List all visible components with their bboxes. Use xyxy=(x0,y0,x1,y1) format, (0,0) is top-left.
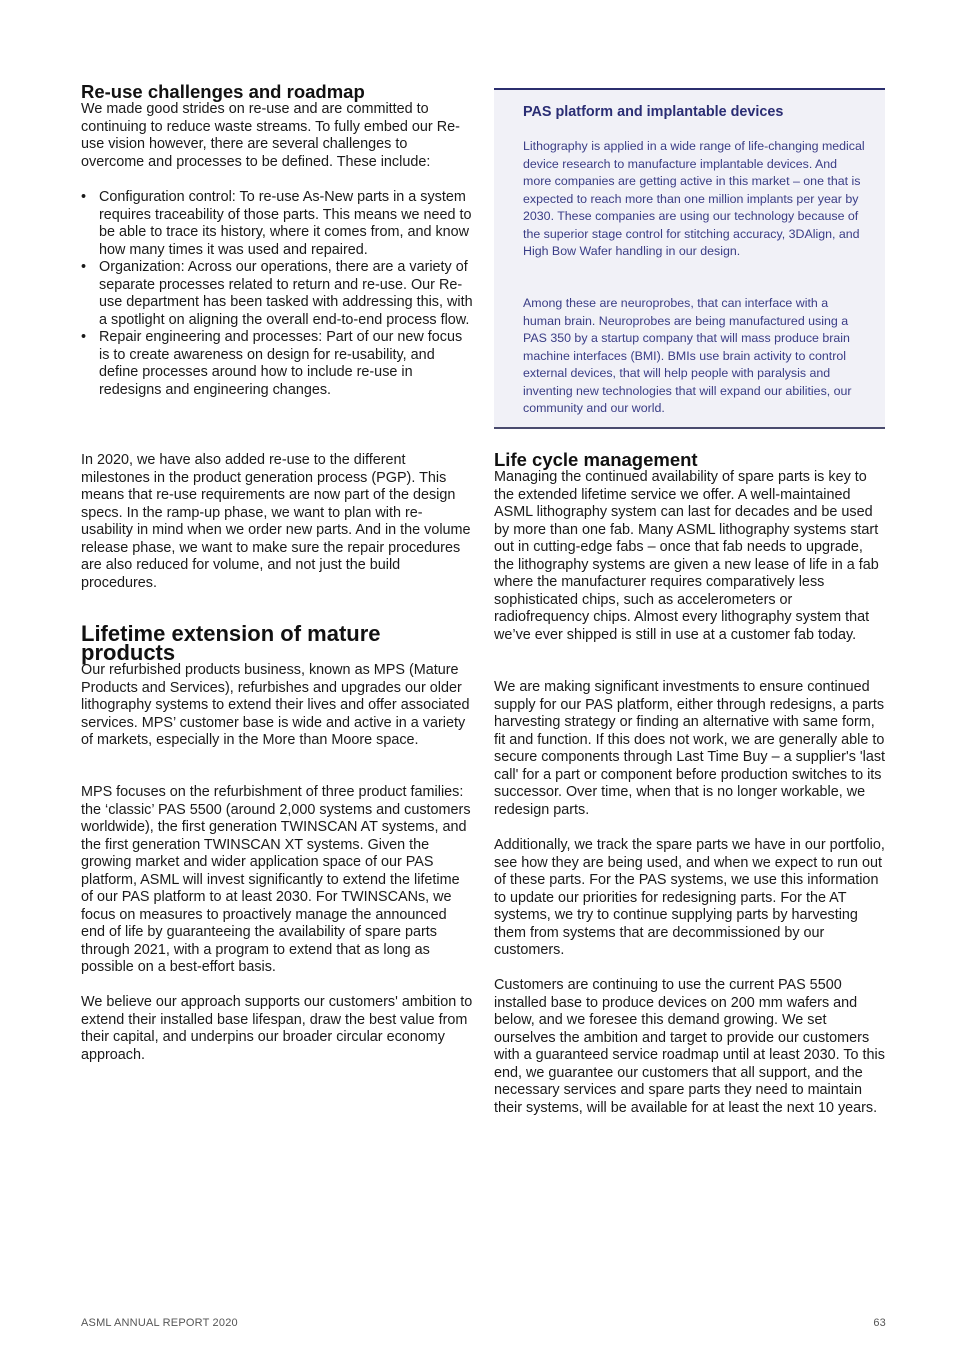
reuse-bullet-list xyxy=(81,189,473,399)
lifetime-paragraph-3: We believe our approach supports our customers' ambition to extend their installed base lifespan, draw the best value from their capital, and underpins our broader circular economy approach. xyxy=(81,994,473,1063)
lifecycle-heading: Life cycle management xyxy=(494,449,698,470)
bullet-configuration-control: • Configuration control: To re-use As-New parts in a system requires traceability of those parts. This means we need to be able to trace its history, where it comes from, and know how many times it was used and repaired. xyxy=(81,189,473,259)
bullet-organization: • Organization: Across our operations, there are a variety of separate processes related to return and re-use. Our Re-use department has been tasked with addressing this, with a spotlight on aligning the overall end-to-end process flow. xyxy=(81,259,473,329)
lifecycle-paragraph-3: Additionally, we track the spare parts we have in our portfolio, see how they are being used, and when we expect to run out of these parts. For the PAS systems, we use this information to update our priorities for redesigning parts. For the AT systems, we try to continue supplying parts by harvesting them from systems that are decommissioned by our customers. xyxy=(494,837,885,958)
bullet-repair-engineering: • Repair engineering and processes: Part of our new focus is to create awareness on design for re-usability, and define processes around how to include re-use in redesigns and engineering changes. xyxy=(81,329,473,399)
lifetime-paragraph-1: Our refurbished products business, known as MPS (Mature Products and Services), refurbishes and upgrades our older lithography systems to extend their lives and offer associated services. MPS’ customer base is wide and active in a variety of markets, especially in the More than Moore space. xyxy=(81,662,470,748)
lifetime-paragraph-2: MPS focuses on the refurbishment of three product families: the ‘classic’ PAS 5500 (around 2,000 systems and customers worldwide), the first generation TWINSCAN AT systems, and the first generation TWINSCAN XT systems. Given the growing market and wider application space of our PAS platform, ASML will invest significantly to extend the lifetime of our PAS platform to at least 2030. For TWINSCANs, we focus on measures to proactively manage the announced end of life by guaranteeing the availability of spare parts through 2021, with a program to extend that as long as possible on a best-effort basis. xyxy=(81,784,471,975)
reuse-pgp-paragraph: In 2020, we have also added re-use to the different milestones in the product generation process (PGP). This means that re-use requirements are now part of the design specs. In the ramp-up phase, we want to plan with re-usability in mind when we order new parts. And in the volume release phase, we want to make sure the repair procedures are also reduced for volume, and not just the build procedures. xyxy=(81,452,471,591)
box-paragraph-2: Among these are neuroprobes, that can interface with a human brain. Neuroprobes are being manufactured using a PAS 350 by a startup company that will mass produce brain machine interfaces (BMI). BMIs use brain activity to control external devices, that will help people with paralysis and inventing new technologies that will expand our abilities, our community and our world. xyxy=(523,296,852,415)
lifecycle-paragraph-2: We are making significant investments to ensure continued supply for our PAS platform, either through redesigns, a parts harvesting strategy or finding an alternative with same form, fit and function. If this does not work, we are generally able to secure components through Last Time Buy – a supplier's 'last call' for a part or component before production switches to its successor. Over time, when that is no longer workable, we redesign parts. xyxy=(494,679,886,818)
footer-page-number: 63 xyxy=(873,1317,886,1329)
lifecycle-paragraph-4: Customers are continuing to use the current PAS 5500 installed base to produce devices on 200 mm wafers and below, and we foresee this demand growing. We set ourselves the ambition and target to provide our customers with a guaranteed service roadmap until at least 2030. To this end, we guarantee our customers that all support, and the necessary services and spare parts they need to maintain their systems, will be available for at least the next 10 years. xyxy=(494,977,885,1116)
footer-report-title: ASML ANNUAL REPORT 2020 xyxy=(81,1317,238,1329)
lifetime-heading: Lifetime extension of mature products xyxy=(81,621,381,665)
reuse-intro: We made good strides on re-use and are committed to continuing to reduce waste streams. To fully embed our Re-use vision however, there are several challenges to overcome and processes to be defined. These include: xyxy=(81,101,460,170)
pas-implantable-devices-box xyxy=(494,88,885,429)
box-paragraph-1: Lithography is applied in a wide range of life-changing medical device research to manufacture implantable devices. And more companies are getting active in this market – one that is expected to reach more than one million implants per year by 2030. These companies are using our technology because of the superior stage control for stitching accuracy, 3DAlign, and High Bow Wafer handling in our design. xyxy=(523,139,865,258)
box-title: PAS platform and implantable devices xyxy=(523,104,784,120)
reuse-heading: Re-use challenges and roadmap xyxy=(81,81,365,102)
lifecycle-paragraph-1: Managing the continued availability of spare parts is key to the extended lifetime service we offer. A well-maintained ASML lithography system can last for decades and be used by more than one fab. Many ASML lithography systems start out in cutting-edge fabs – once that fab needs to upgrade, the lithography systems are given a new lease of life in a fab where the manufacturer requires comparatively less sophisticated chips, such as accelerometers or radiofrequency chips. Almost every lithography system that we’ve ever shipped is still in use at a customer fab today. xyxy=(494,469,879,643)
